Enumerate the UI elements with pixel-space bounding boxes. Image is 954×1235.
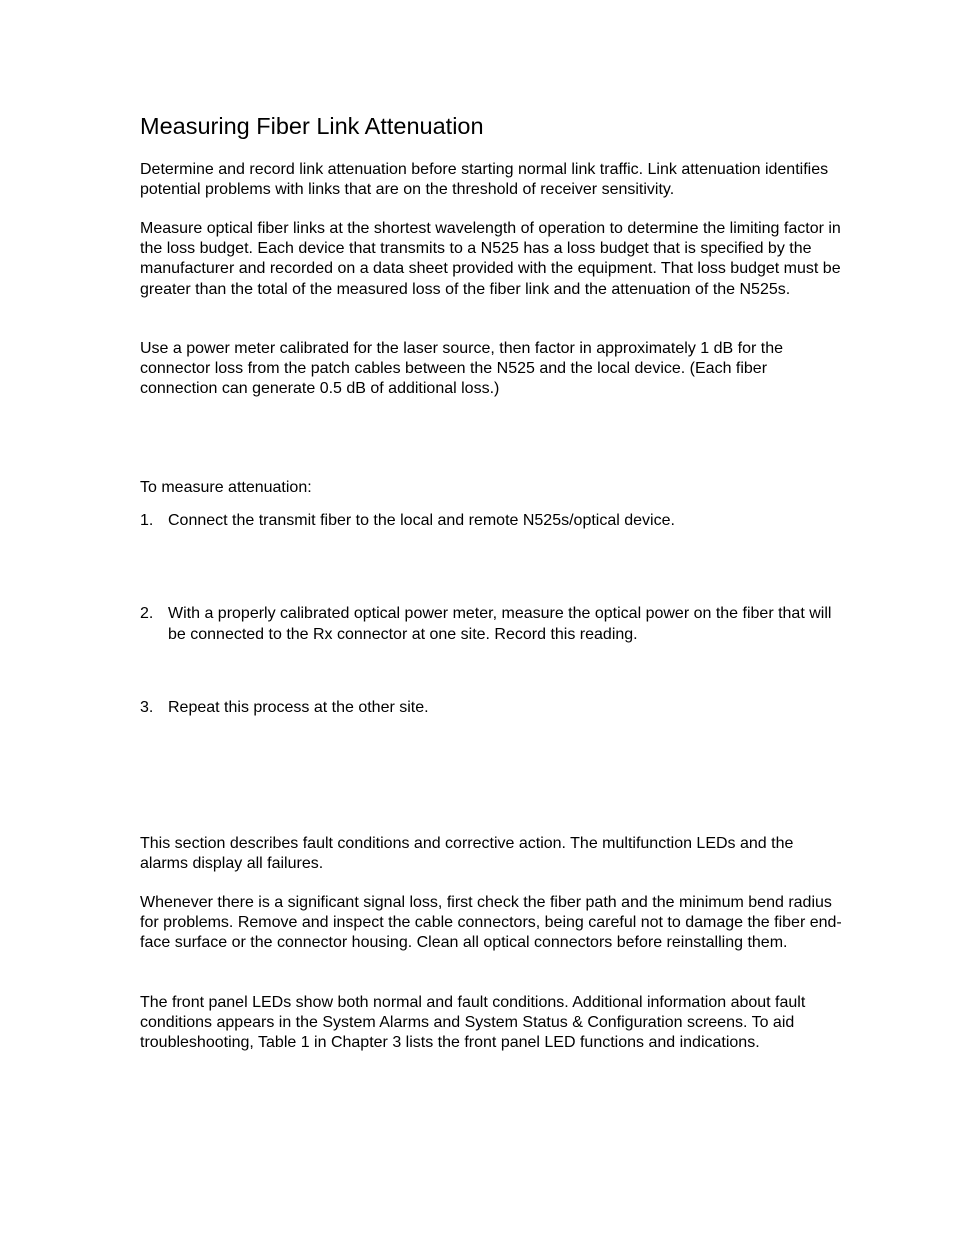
step-number: 3. bbox=[140, 699, 154, 716]
step-text: Repeat this process at the other site. bbox=[168, 699, 429, 716]
troubleshooting-paragraph-3: The front panel LEDs show both normal and fault conditions. Additional information about fault conditions appears in the System Alarms and System Status & Configuration screens. To aid troubleshooting, Table 1 in Chapter 3 lists the front panel LED functions and indications. bbox=[140, 994, 806, 1052]
troubleshooting-paragraph-2: Whenever there is a significant signal loss, first check the fiber path and the minimum bend radius for problems. Remove and inspect the cable connectors, being careful not to damage the fiber end-face surface or the connector housing. Clean all optical connectors before reinstalling them. bbox=[140, 894, 842, 952]
step-number: 1. bbox=[140, 512, 154, 529]
procedure-step bbox=[140, 511, 845, 532]
step-number: 2. bbox=[140, 605, 154, 622]
section-title: Measuring Fiber Link Attenuation bbox=[140, 113, 484, 139]
step-text: With a properly calibrated optical power meter, measure the optical power on the fiber that will be connected to the Rx connector at one site. Record this reading. bbox=[168, 605, 832, 643]
procedure-step bbox=[140, 698, 845, 719]
procedure-intro: To measure attenuation: bbox=[140, 479, 312, 496]
troubleshooting-paragraph-1: This section describes fault conditions and corrective action. The multifunction LEDs and the alarms display all failures. bbox=[140, 835, 794, 873]
intro-paragraph-3: Use a power meter calibrated for the laser source, then factor in approximately 1 dB for the connector loss from the patch cables between the N525 and the local device. (Each fiber connection can generate 0.5 dB of additional loss.) bbox=[140, 340, 783, 398]
intro-paragraph-1: Determine and record link attenuation before starting normal link traffic. Link attenuation identifies potential problems with links that are on the threshold of receiver sensitivity. bbox=[140, 161, 829, 199]
procedure-step bbox=[140, 604, 845, 646]
step-text: Connect the transmit fiber to the local and remote N525s/optical device. bbox=[168, 512, 675, 529]
intro-paragraph-2: Measure optical fiber links at the shortest wavelength of operation to determine the limiting factor in the loss budget. Each device that transmits to a N525 has a loss budget that is specified by the manufacturer and recorded on a data sheet provided with the equipment. That loss budget must be greater than the total of the measured loss of the fiber link and the attenuation of the N525s. bbox=[140, 220, 841, 298]
